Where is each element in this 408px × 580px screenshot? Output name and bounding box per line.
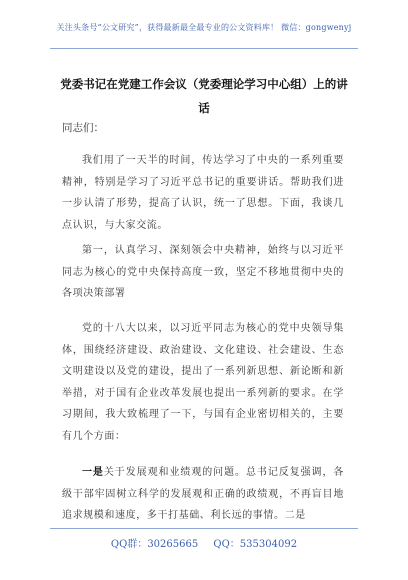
- paragraph-4: [62, 462, 344, 527]
- paragraph-3: [62, 318, 344, 447]
- paragraph-1-text: 我们用了一天半的时间，传达学习了中央的一系列重要精神，特别是学习了习近平总书记的重要讲话。帮助我们进一步认清了形势，提高了认识，统一了思想。下面，我谈几点认识，与大家交流。: [62, 155, 344, 231]
- header-divider: [50, 48, 358, 49]
- paragraph-1: [62, 150, 344, 236]
- salutation: 同志们：: [62, 122, 104, 134]
- footer-qq-group: QQ群：30265665: [110, 539, 199, 550]
- footer-qq: QQ：535304092: [213, 539, 298, 550]
- paragraph-2-text: 第一，认真学习、深刻领会中央精神，始终与以习近平同志为核心的党中央保持高度一致，坚定不移地贯彻中央的各项决策部署: [62, 245, 344, 299]
- footer-divider: [50, 528, 358, 529]
- header-banner: 关注头条号“公文研究”，获得最新最全最专业的公文资料库！ 微信：gongwenyj: [56, 23, 352, 32]
- paragraph-2: [62, 240, 344, 305]
- paragraph-4-lead: 一是: [82, 467, 104, 478]
- paragraph-4-text: 关于发展观和业绩观的问题。总书记反复强调，各级干部牢固树立科学的发展观和正确的政绩观，不再盲目地追求规模和速度，多干打基础、利长远的事情。二是: [62, 467, 345, 521]
- paragraph-3-text: 党的十八大以来，以习近平同志为核心的党中央领导集体，围绕经济建设、政治建设、文化建设、社会建设、生态文明建设以及党的建设，提出了一系列新思想、新论断和新举措，对于国有企业改革发展也提出一系列新的要求。在学习期间，我大致梳理了一下，与国有企业密切相关的，主要有几个方面：: [62, 323, 344, 442]
- footer-contact: [0, 535, 408, 550]
- document-title: 党委书记在党建工作会议（党委理论学习中心组）上的讲话: [60, 77, 348, 115]
